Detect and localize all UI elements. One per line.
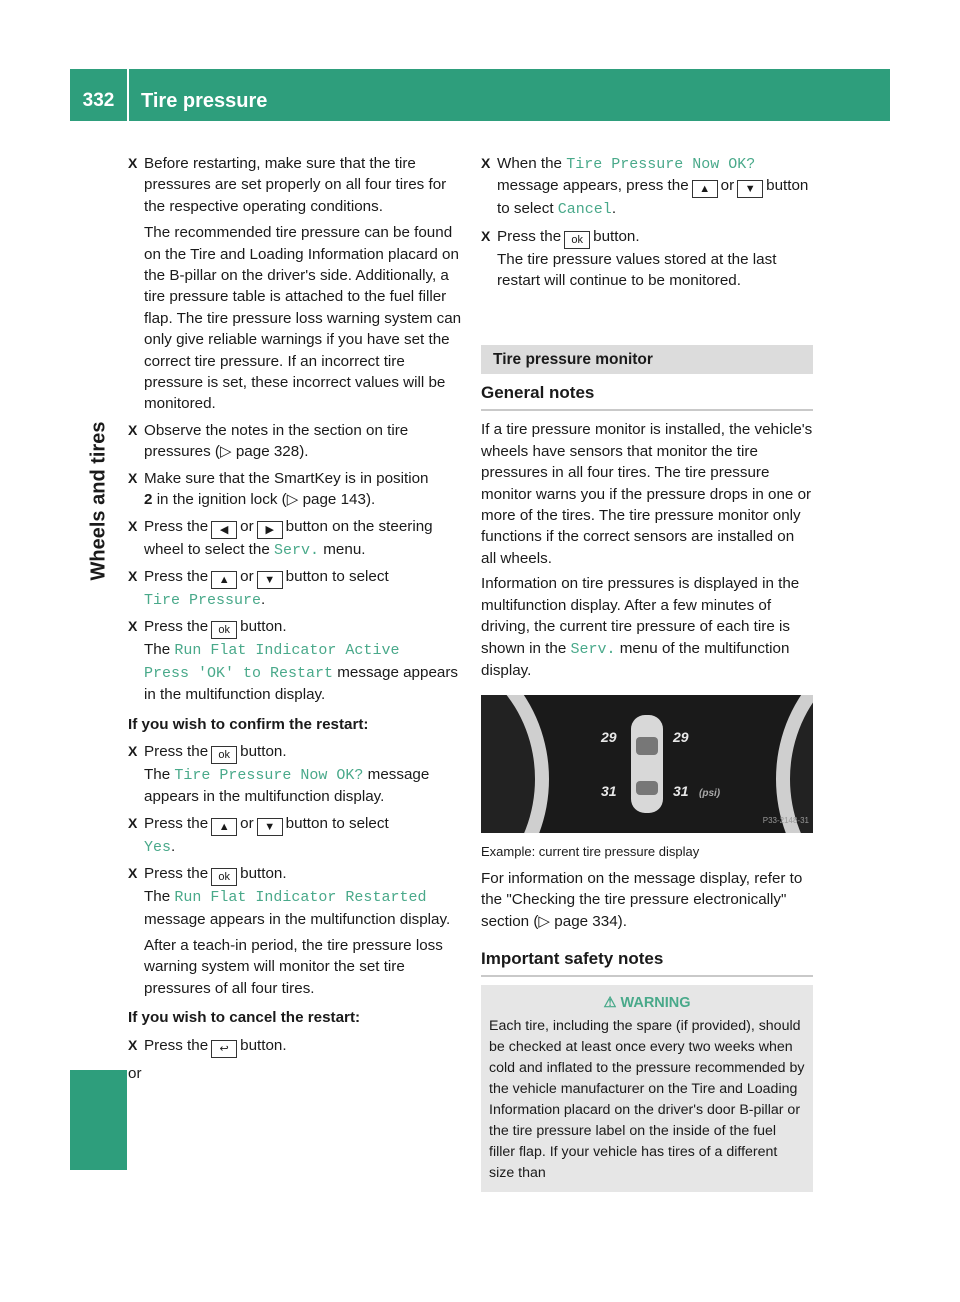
menu-item: Cancel: [557, 201, 612, 219]
step-text: message appears, press the: [497, 177, 689, 195]
down-arrow-key-icon: ▼: [257, 571, 283, 589]
step-text: The: [144, 641, 171, 659]
paragraph-text: menu of the multifunction display.: [481, 639, 790, 679]
step-text: or: [720, 177, 735, 195]
step-text: The: [144, 765, 171, 783]
image-caption: Example: current tire pressure display: [481, 844, 700, 860]
up-arrow-key-icon: ▲: [692, 180, 718, 198]
left-column: [128, 153, 462, 1084]
step-text: or: [240, 567, 254, 585]
step-text: button.: [240, 1036, 287, 1054]
down-arrow-key-icon: ▼: [737, 180, 763, 198]
menu-name: Serv.: [570, 640, 616, 658]
step-text: button.: [240, 865, 287, 883]
rear-left-pressure: 31: [601, 783, 617, 800]
step-note: The recommended tire pressure can be found on the Tire and Loading Information placard on the B-pillar on the driver's side. Additionally, a tire pressure table is attached to the fuel filler flap. The tire pressure loss warning system can only give reliable warnings if you have set the correct tire pressure. If an incorrect tire pressure is set, these incorrect values will be monitored.: [144, 224, 462, 413]
safety-notes-heading: Important safety notes: [481, 948, 813, 977]
step-note: The tire pressure values stored at the last restart will continue to be monitored.: [497, 250, 777, 290]
general-notes-heading: General notes: [481, 382, 813, 411]
front-left-pressure: 29: [601, 729, 617, 746]
ok-key-icon: ok: [211, 621, 237, 639]
step-text: in the ignition lock (▷ page 143).: [156, 491, 376, 509]
step-select-cancel: [481, 153, 813, 221]
step-text: Press the: [144, 567, 209, 585]
car-top-view-icon: [627, 711, 667, 817]
step-observe-notes: [128, 420, 462, 463]
step-text: Press the: [144, 1036, 209, 1054]
step-text: Press the: [497, 227, 562, 245]
warning-header: [489, 993, 805, 1014]
step-text: The: [144, 888, 171, 906]
step-press-ok-1: [128, 616, 462, 705]
step-text: Press the: [144, 517, 209, 535]
step-text: message appears in the multifunction display.: [144, 765, 430, 806]
paragraph: If a tire pressure monitor is installed, the vehicle's wheels have sensors that monitor the tire pressures in all four tires. The tire pressure monitor warns you if the pressure drops in one or more of the tires. The tire pressure monitor only functions if the correct sensors are installed on all wheels.: [481, 421, 813, 567]
confirm-heading: If you wish to confirm the restart:: [128, 715, 369, 733]
step-select-tire-pressure: [128, 566, 462, 611]
step-press-ok-cancel: [481, 226, 813, 292]
step-text: .: [261, 590, 266, 608]
display-message: Run Flat Indicator Restarted: [174, 889, 427, 907]
key-position: 2: [144, 491, 153, 509]
front-right-pressure: 29: [673, 729, 689, 746]
menu-item: Tire Pressure: [144, 591, 262, 609]
menu-item: Yes: [144, 838, 172, 856]
side-tab-marker: [70, 1070, 127, 1170]
step-text: button to select: [285, 814, 389, 832]
step-text: Press the: [144, 618, 209, 636]
step-text: button on the steering wheel to select the: [144, 517, 433, 558]
step-text: menu.: [323, 540, 366, 558]
down-arrow-key-icon: ▼: [257, 818, 283, 836]
step-text: X Observe the notes in the section on tire pressures (▷ page 328).: [144, 421, 409, 461]
step-text: Press the: [144, 865, 209, 883]
ok-key-icon: ok: [211, 868, 237, 886]
step-text: button.: [240, 618, 287, 636]
display-message: Tire Pressure Now OK?: [174, 766, 364, 784]
step-press-back: [128, 1035, 462, 1058]
step-select-yes: [128, 813, 462, 858]
section-bar: Tire pressure monitor: [481, 345, 813, 374]
back-key-icon: ↩: [211, 1040, 237, 1058]
step-text: message appears in the multifunction display.: [144, 663, 458, 704]
header-divider: [127, 69, 129, 121]
step-text: .: [611, 200, 617, 218]
up-arrow-key-icon: ▲: [211, 571, 237, 589]
rear-right-pressure: 31: [673, 783, 689, 800]
or-text: or: [128, 1064, 142, 1082]
tire-pressure-display-image: [481, 695, 813, 833]
side-tab-label: Wheels and tires: [87, 421, 110, 581]
warning-text: Each tire, including the spare (if provided), should be checked at least once every two weeks when cold and inflated to the pressure recommended by the vehicle manufacturer on the Tire and Loading Information placard on the driver's door B-pillar or the tire pressure label on the inside of the fuel filler flap. If your vehicle has tires of a different size than: [489, 1018, 805, 1182]
cancel-heading: If you wish to cancel the restart:: [128, 1009, 361, 1027]
left-gauge: [481, 695, 549, 833]
paragraph-text: Information on tire pressures is displayed in the multifunction display. After a few minutes of driving, the current tire pressure of each tire is shown in the: [481, 575, 800, 657]
display-message: Press 'OK' to Restart: [144, 664, 334, 682]
paragraph: For information on the message display, refer to the "Checking the tire pressure electronically" section (▷ page 334).: [481, 869, 803, 930]
menu-name: Serv.: [274, 541, 320, 559]
step-text: or: [240, 517, 254, 535]
right-column: [481, 153, 813, 1192]
step-smartkey: [128, 468, 462, 511]
step-text: message appears in the multifunction display.: [144, 910, 451, 928]
display-message: Run Flat Indicator Active: [174, 642, 400, 660]
page-title: Tire pressure: [141, 90, 268, 112]
ok-key-icon: ok: [564, 231, 590, 249]
step-text: button to select: [285, 567, 389, 585]
ok-key-icon: ok: [211, 746, 237, 764]
warning-triangle-icon: ⚠: [603, 995, 617, 1012]
image-code: P33-2148-31: [762, 815, 809, 825]
warning-box: [481, 985, 813, 1192]
side-tab: [74, 121, 124, 881]
step-text: or: [240, 814, 254, 832]
step-text: button to select: [497, 177, 809, 218]
step-text: button.: [593, 227, 640, 245]
step-text: Press the: [144, 742, 209, 760]
step-text: When the: [497, 155, 563, 172]
pressure-unit: (psi): [699, 788, 721, 800]
step-press-ok-2: [128, 741, 462, 808]
page-number: 332: [82, 90, 115, 111]
step-press-ok-3: [128, 863, 462, 999]
step-select-serv: [128, 516, 462, 561]
step-text: Press the: [144, 814, 209, 832]
step-before-restart: [128, 153, 462, 415]
step-text: .: [171, 837, 176, 855]
display-message: Tire Pressure Now OK?: [566, 156, 756, 173]
right-arrow-key-icon: ▶: [257, 521, 283, 539]
paragraph: [481, 573, 813, 681]
step-text: Make sure that the SmartKey is in position: [144, 469, 429, 487]
warning-title: WARNING: [620, 995, 691, 1012]
step-text: button.: [240, 742, 287, 760]
step-text: X Before restarting, make sure that the tire pressures are set properly on all four tires for the respective operating conditions.: [144, 155, 447, 215]
step-note: After a teach-in period, the tire pressure loss warning system will monitor the set tire pressures of all four tires.: [144, 936, 443, 997]
left-arrow-key-icon: ◀: [211, 521, 237, 539]
up-arrow-key-icon: ▲: [211, 818, 237, 836]
